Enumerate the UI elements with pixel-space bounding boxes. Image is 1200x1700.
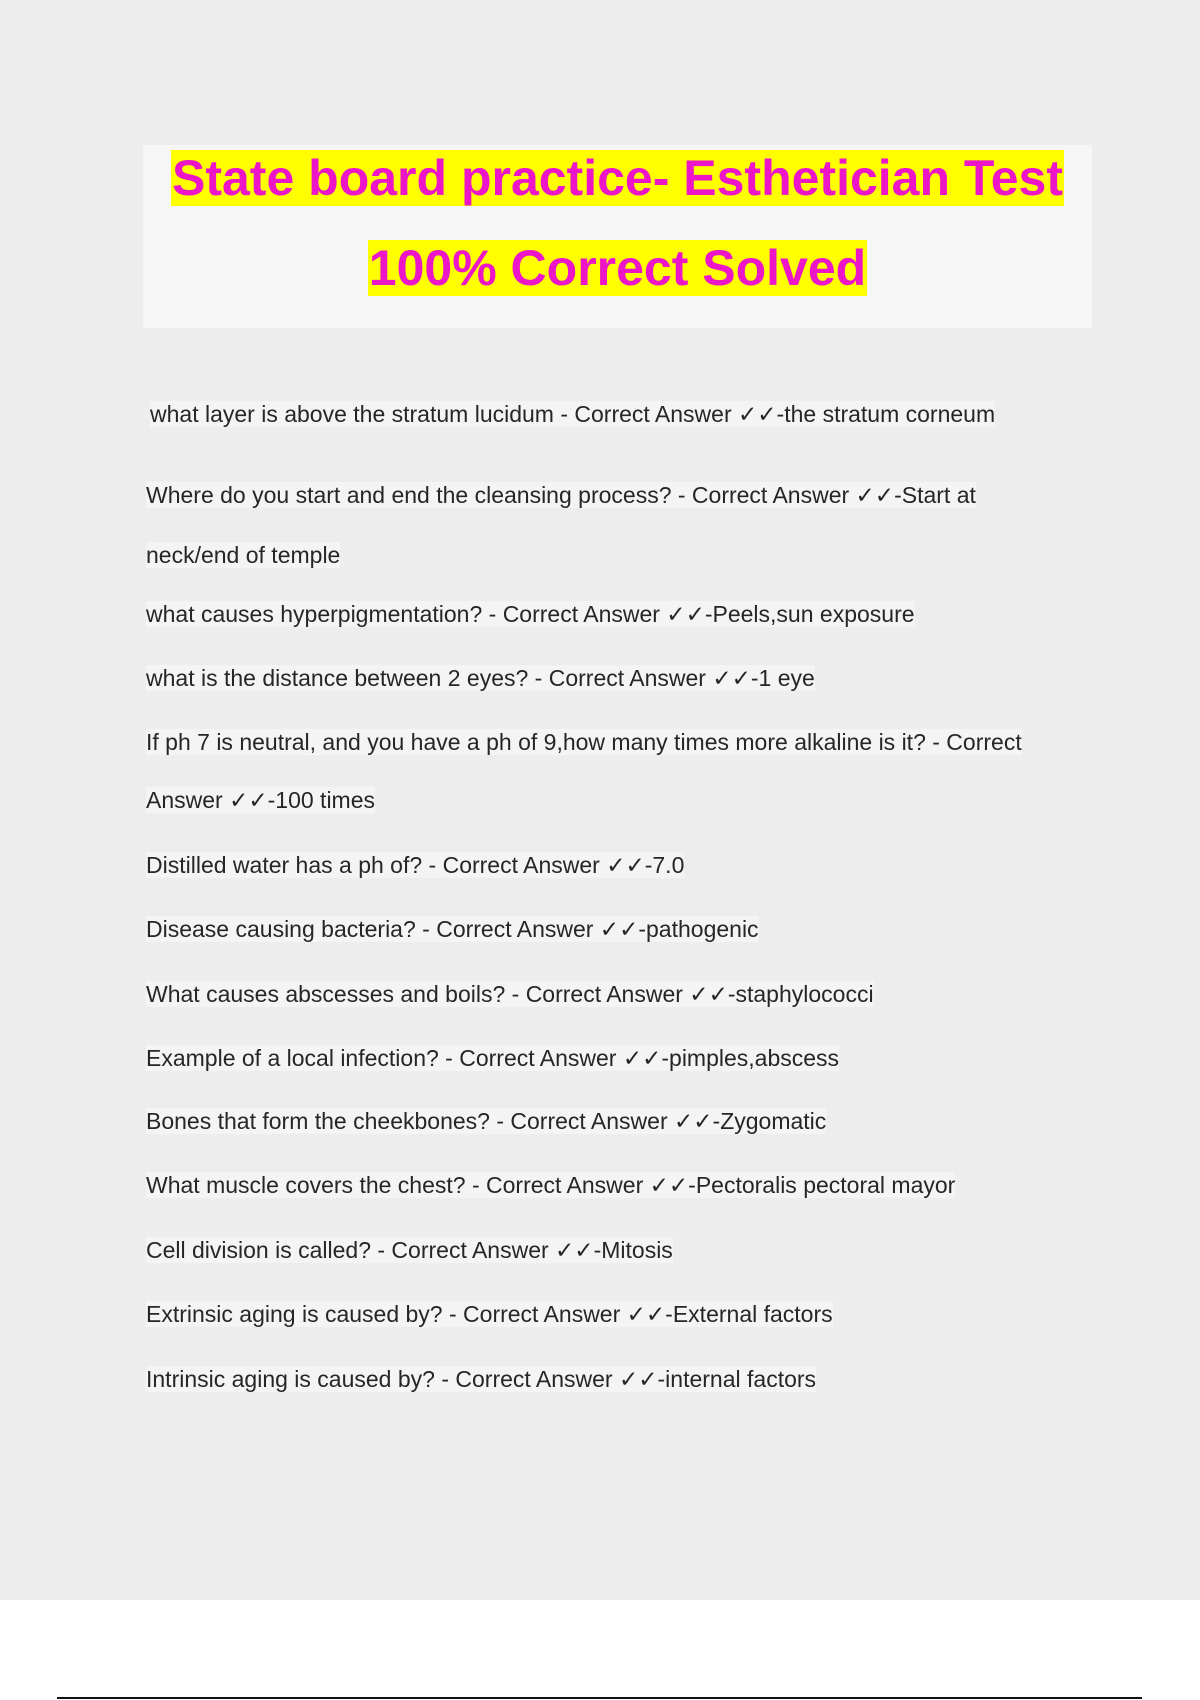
qa-line: Example of a local infection? - Correct Answer ✓✓-pimples,abscess: [146, 1045, 840, 1071]
qa-line: Cell division is called? - Correct Answer ✓✓-Mitosis: [146, 1237, 673, 1263]
qa-line: What causes abscesses and boils? - Correct Answer ✓✓-staphylococci: [146, 981, 874, 1007]
qa-line: Intrinsic aging is caused by? - Correct Answer ✓✓-internal factors: [146, 1366, 817, 1392]
qa-line: what layer is above the stratum lucidum - Correct Answer ✓✓-the stratum corneum: [150, 401, 996, 427]
qa-line: Bones that form the cheekbones? - Correct Answer ✓✓-Zygomatic: [146, 1108, 827, 1134]
qa-line: neck/end of temple: [146, 542, 341, 568]
title-highlight-2: 100% Correct Solved: [368, 240, 867, 296]
qa-line: Distilled water has a ph of? - Correct Answer ✓✓-7.0: [146, 852, 685, 878]
title-highlight-1: State board practice- Esthetician Test: [172, 150, 1063, 206]
qa-line: Disease causing bacteria? - Correct Answer ✓✓-pathogenic: [146, 916, 759, 942]
page-title-line-1: [143, 146, 1092, 210]
bottom-rule: [57, 1697, 1142, 1699]
qa-line: what is the distance between 2 eyes? - Correct Answer ✓✓-1 eye: [146, 665, 815, 691]
qa-line: What muscle covers the chest? - Correct Answer ✓✓-Pectoralis pectoral mayor: [146, 1172, 956, 1198]
qa-line: Answer ✓✓-100 times: [146, 787, 376, 813]
qa-line: Where do you start and end the cleansing process? - Correct Answer ✓✓-Start at: [146, 482, 976, 508]
qa-line: Extrinsic aging is caused by? - Correct Answer ✓✓-External factors: [146, 1301, 833, 1327]
qa-line: If ph 7 is neutral, and you have a ph of 9,how many times more alkaline is it? - Correct: [146, 729, 1022, 755]
qa-line: what causes hyperpigmentation? - Correct Answer ✓✓-Peels,sun exposure: [146, 601, 915, 627]
page-title-line-2: [143, 236, 1092, 300]
